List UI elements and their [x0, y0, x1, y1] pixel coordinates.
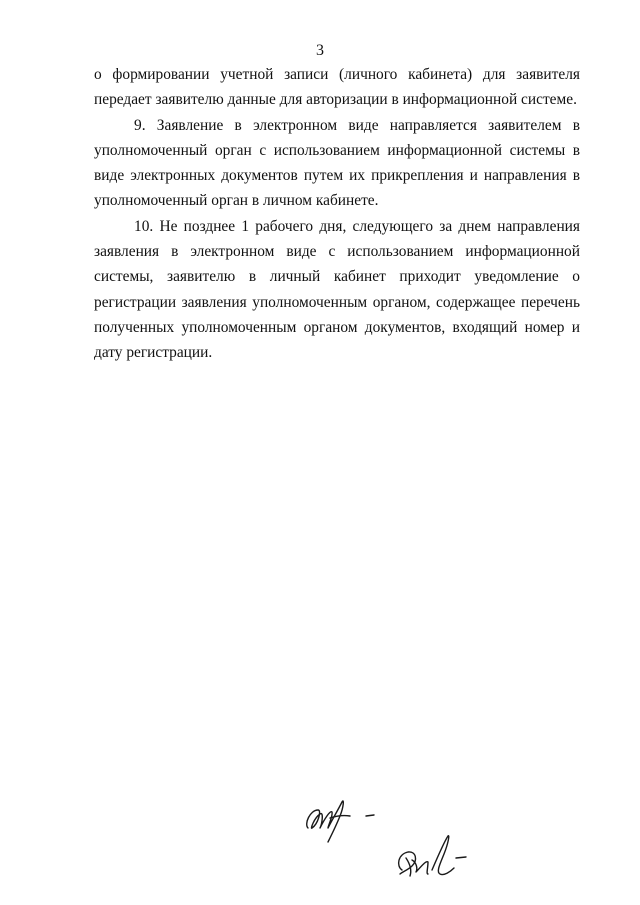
signature-1	[307, 801, 374, 842]
paragraph-continuation: о формировании учетной записи (личного кабинета) для заявителя передает заявителю данные для авторизации в информационной системе.	[94, 66, 580, 109]
signature-2	[399, 836, 466, 876]
signatures	[300, 798, 500, 898]
document-body	[94, 62, 580, 366]
paragraph-item-9: 9. Заявление в электронном виде направляется заявителем в уполномоченный орган с использованием информационной системы в виде электронных документов путем их прикрепления и направления в уполномоченный орган в личном кабинете.	[94, 116, 580, 210]
paragraph-item-10: 10. Не позднее 1 рабочего дня, следующего за днем направления заявления в электронном виде с использованием информационной системы, заявителю в личный кабинет приходит уведомление о регистрации заявления уполномоченным органом, содержащее перечень полученных уполномоченным органом документов, входящий номер и дату регистрации.	[94, 217, 580, 362]
page-number: 3	[316, 42, 324, 59]
